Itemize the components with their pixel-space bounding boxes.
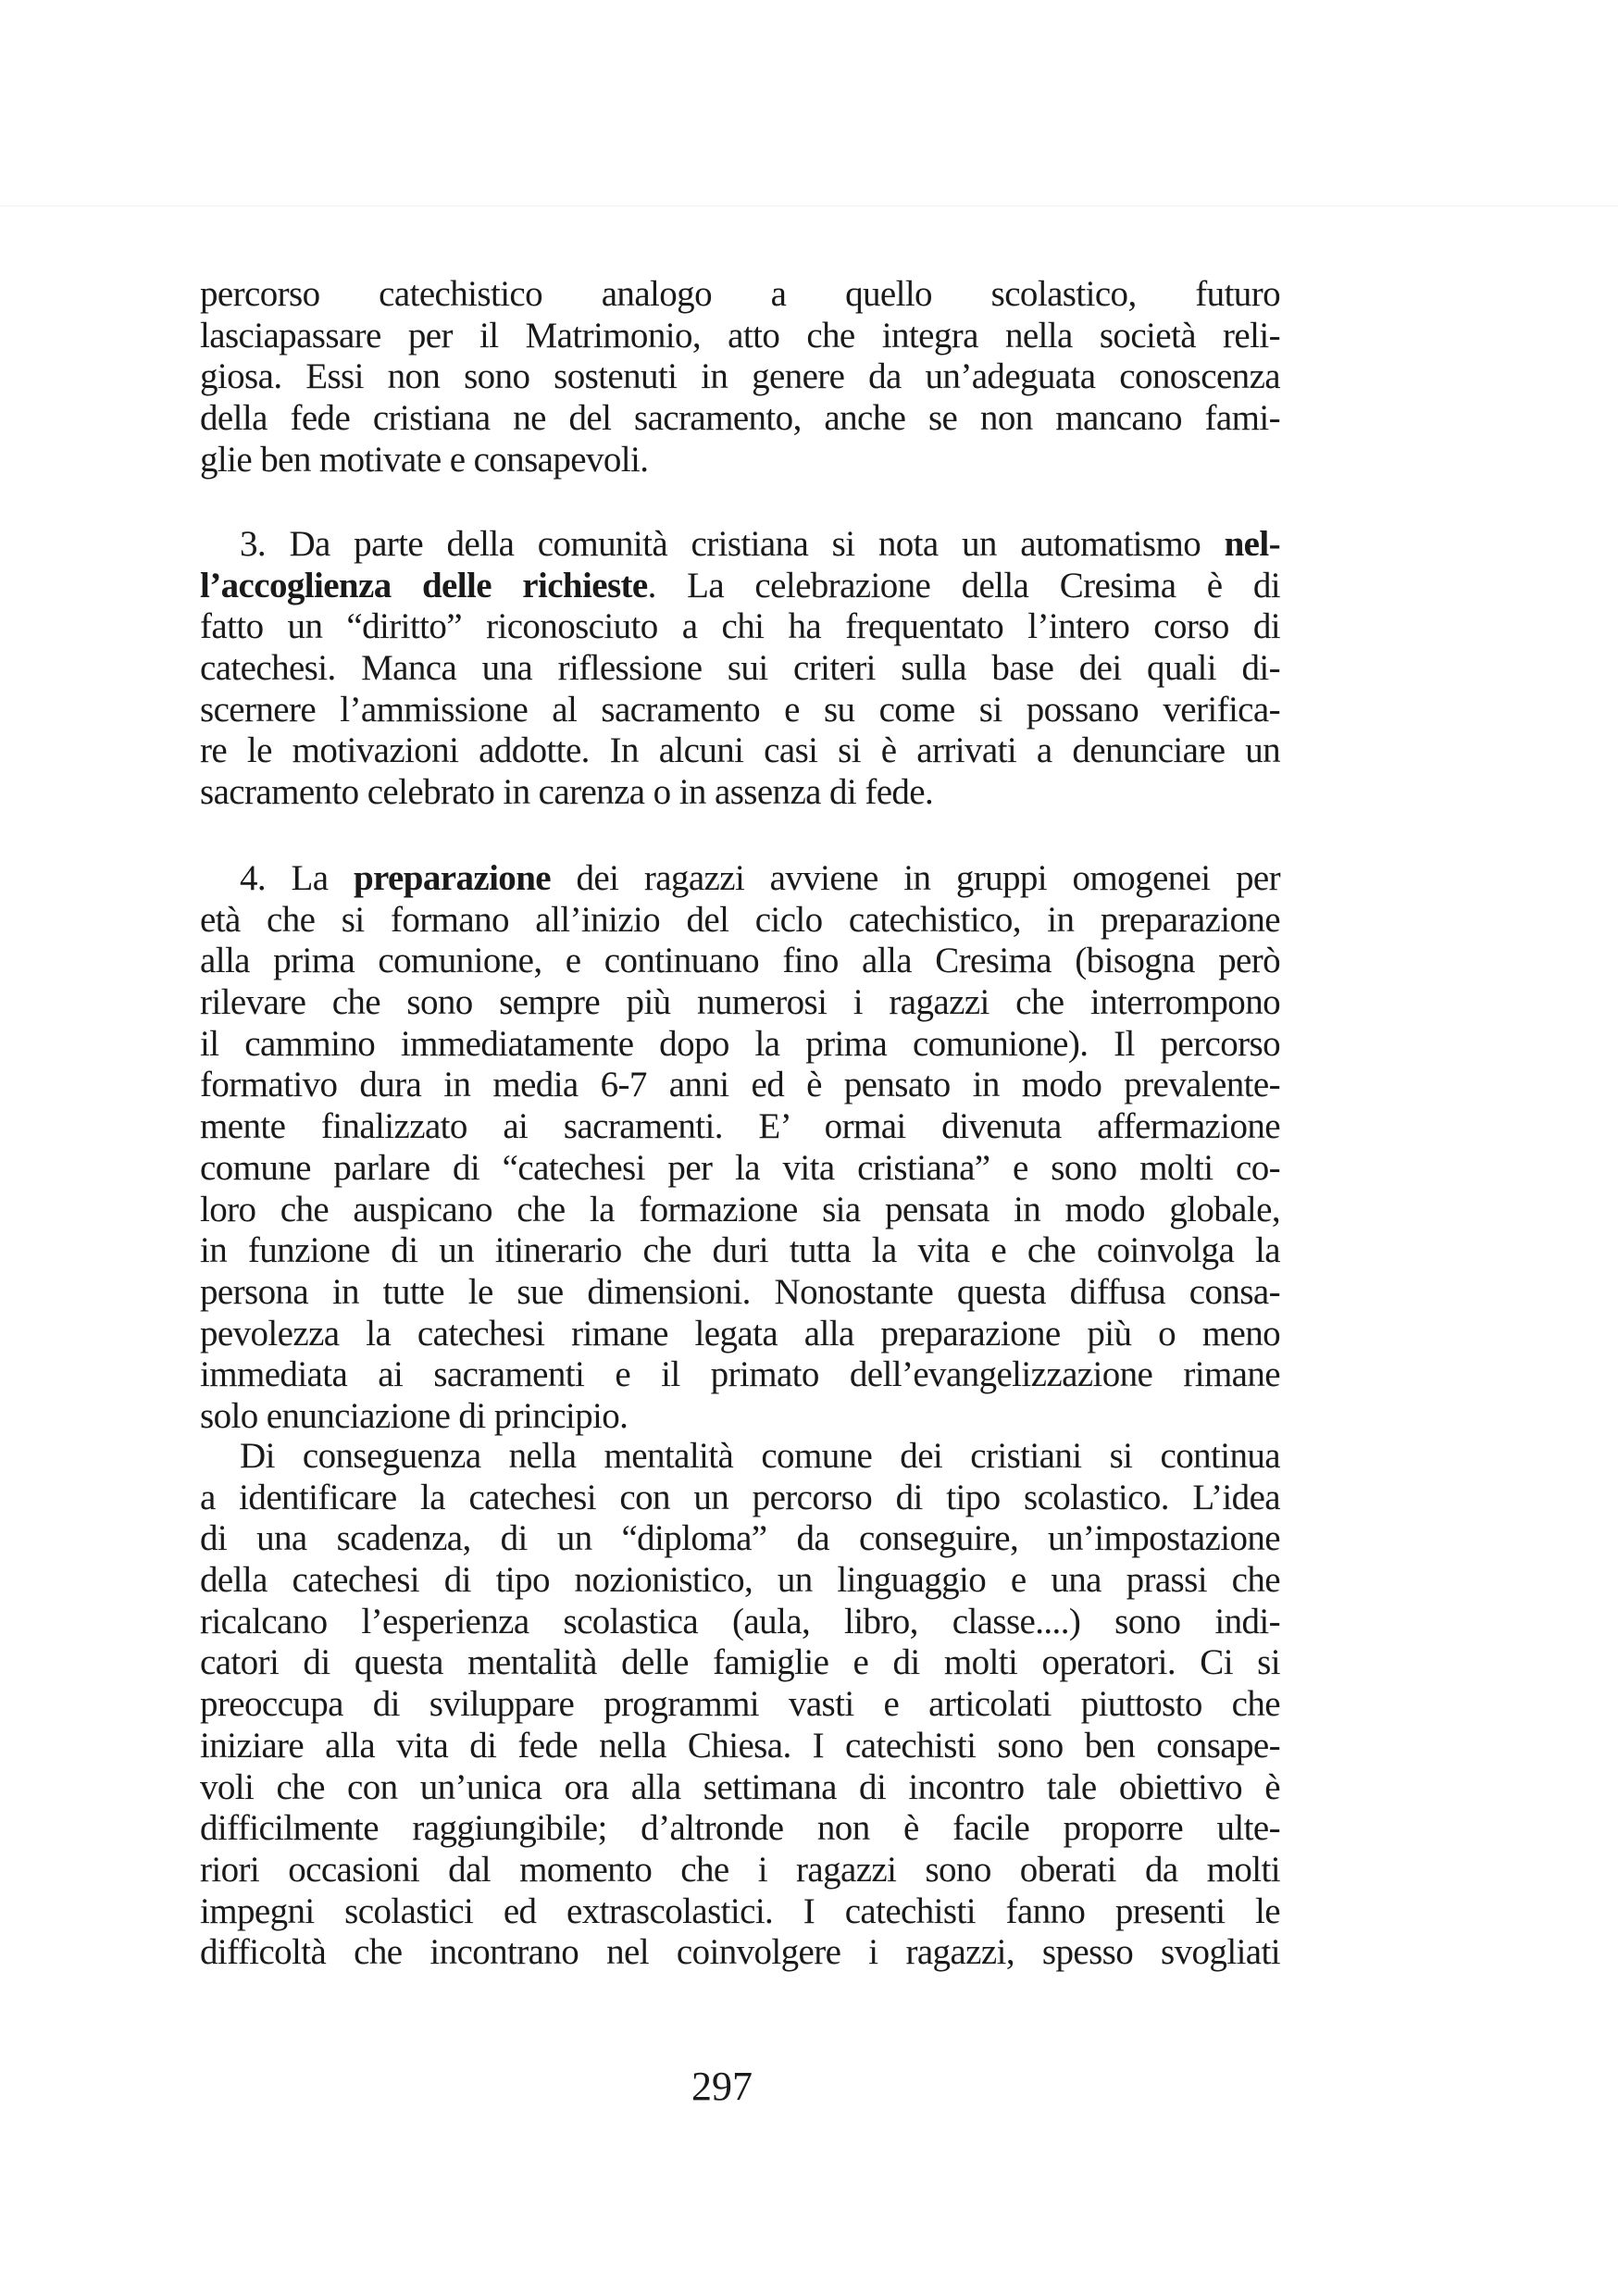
- text-segment: re le motivazioni addotte. In alcuni casi si è arrivati a denunciare un: [200, 730, 1280, 771]
- text-segment: età che si formano all’inizio del ciclo catechistico, in preparazione: [200, 899, 1280, 940]
- text-segment: ricalcano l’esperienza scolastica (aula, libro, classe....) sono indi-: [200, 1601, 1280, 1641]
- text-segment: scernere l’ammissione al sacramento e su come si possano verifica-: [200, 689, 1280, 730]
- text-segment: lasciapassare per il Matrimonio, atto che integra nella società reli-: [200, 315, 1280, 356]
- text-line: [200, 524, 1280, 566]
- text-line: [200, 566, 1280, 607]
- text-line: [200, 1850, 1280, 1891]
- text-segment: Di conseguenza nella mentalità comune dei cristiani si continua: [240, 1436, 1280, 1476]
- text-line: [200, 772, 1280, 814]
- text-line: [200, 1272, 1280, 1314]
- text-line: [200, 398, 1280, 440]
- text-line: [200, 941, 1280, 982]
- paragraph-continuation: [200, 274, 1280, 480]
- text-line: [200, 1354, 1280, 1396]
- text-line: [200, 1065, 1280, 1106]
- text-segment: impegni scolastici ed extrascolastici. I catechisti fanno presenti le: [200, 1890, 1280, 1931]
- text-segment: preoccupa di sviluppare programmi vasti e articolati piuttosto che: [200, 1684, 1280, 1725]
- bold-text: nel-: [1224, 524, 1280, 564]
- text-line: [200, 1436, 1280, 1478]
- text-segment: rilevare che sono sempre più numerosi i ragazzi che interrompono: [200, 982, 1280, 1023]
- text-line: [200, 1478, 1280, 1519]
- text-segment: sacramento celebrato in carenza o in assenza di fede.: [200, 772, 934, 813]
- text-line: [200, 1932, 1280, 1974]
- text-segment: persona in tutte le sue dimensioni. Nonostante questa diffusa consa-: [200, 1271, 1280, 1312]
- text-segment: difficoltà che incontrano nel coinvolgere i ragazzi, spesso svogliati: [200, 1932, 1280, 1973]
- text-line: [200, 1518, 1280, 1560]
- text-line: [200, 1190, 1280, 1231]
- text-line: [200, 274, 1280, 316]
- text-line: [200, 1314, 1280, 1355]
- text-segment: della fede cristiana ne del sacramento, anche se non mancano fami-: [200, 398, 1280, 439]
- text-line: [200, 1148, 1280, 1190]
- text-segment: 3. Da parte della comunità cristiana si nota un automatismo: [240, 524, 1225, 564]
- text-segment: alla prima comunione, e continuano fino alla Cresima (bisogna però: [200, 941, 1280, 981]
- text-segment: iniziare alla vita di fede nella Chiesa. I catechisti sono ben consape-: [200, 1725, 1280, 1766]
- text-line: [200, 900, 1280, 942]
- text-segment: immediata ai sacramenti e il primato dell’evangelizzazione rimane: [200, 1354, 1280, 1395]
- text-segment: in funzione di un itinerario che duri tutta la vita e che coinvolga la: [200, 1230, 1280, 1271]
- text-segment: solo enunciazione di principio.: [200, 1395, 629, 1436]
- paragraph-consequence: [200, 1436, 1280, 1974]
- text-segment: a identificare la catechesi con un percorso di tipo scolastico. L’idea: [200, 1477, 1280, 1517]
- text-segment: . La celebrazione della Cresima è di: [647, 565, 1280, 605]
- text-line: [200, 1106, 1280, 1148]
- text-segment: difficilmente raggiungibile; d’altronde non è facile proporre ulte-: [200, 1808, 1280, 1849]
- text-line: [200, 1230, 1280, 1272]
- text-line: [200, 1602, 1280, 1643]
- text-segment: glie ben motivate e consapevoli.: [200, 439, 649, 480]
- text-segment: 4. La: [240, 858, 354, 898]
- text-segment: comune parlare di “catechesi per la vita cristiana” e sono molti co-: [200, 1147, 1280, 1188]
- text-segment: catechesi. Manca una riflessione sui criteri sulla base dei quali di-: [200, 648, 1280, 689]
- text-line: [200, 1684, 1280, 1726]
- text-line: [200, 606, 1280, 648]
- text-line: [200, 1726, 1280, 1767]
- paragraph-4: [200, 858, 1280, 1438]
- text-line: [200, 1024, 1280, 1066]
- text-line: [200, 648, 1280, 690]
- text-line: [200, 1891, 1280, 1933]
- text-line: [200, 690, 1280, 731]
- paragraph-3: [200, 524, 1280, 814]
- text-segment: riori occasioni dal momento che i ragazzi sono oberati da molti: [200, 1849, 1280, 1890]
- text-line: [200, 316, 1280, 357]
- text-line: [200, 730, 1280, 772]
- text-segment: catori di questa mentalità delle famiglie e di molti operatori. Ci si: [200, 1642, 1280, 1683]
- text-segment: fatto un “diritto” riconosciuto a chi ha frequentato l’intero corso di: [200, 606, 1280, 647]
- text-line: [200, 356, 1280, 398]
- text-line: [200, 982, 1280, 1024]
- text-segment: della catechesi di tipo nozionistico, un linguaggio e una prassi che: [200, 1560, 1280, 1601]
- text-line: [200, 440, 1280, 481]
- text-segment: il cammino immediatamente dopo la prima comunione). Il percorso: [200, 1023, 1280, 1064]
- bold-text: l’accoglienza delle richieste: [200, 565, 648, 605]
- text-segment: dei ragazzi avviene in gruppi omogenei per: [551, 858, 1280, 898]
- text-segment: voli che con un’unica ora alla settimana di incontro tale obiettivo è: [200, 1766, 1280, 1807]
- text-segment: pevolezza la catechesi rimane legata alla preparazione più o meno: [200, 1313, 1280, 1354]
- text-segment: giosa. Essi non sono sostenuti in genere da un’adeguata conoscenza: [200, 356, 1280, 397]
- text-segment: loro che auspicano che la formazione sia pensata in modo globale,: [200, 1189, 1280, 1229]
- text-line: [200, 858, 1280, 900]
- text-line: [200, 1560, 1280, 1602]
- text-segment: formativo dura in media 6-7 anni ed è pensato in modo prevalente-: [200, 1065, 1280, 1105]
- text-segment: di una scadenza, di un “diploma” da conseguire, un’impostazione: [200, 1518, 1280, 1559]
- text-line: [200, 1396, 1280, 1438]
- text-segment: percorso catechistico analogo a quello scolastico, futuro: [200, 274, 1280, 314]
- text-segment: mente finalizzato ai sacramenti. E’ ormai divenuta affermazione: [200, 1106, 1280, 1147]
- text-line: [200, 1808, 1280, 1850]
- page-number: 297: [691, 2064, 753, 2109]
- text-line: [200, 1642, 1280, 1684]
- text-line: [200, 1767, 1280, 1809]
- bold-text: preparazione: [353, 858, 552, 898]
